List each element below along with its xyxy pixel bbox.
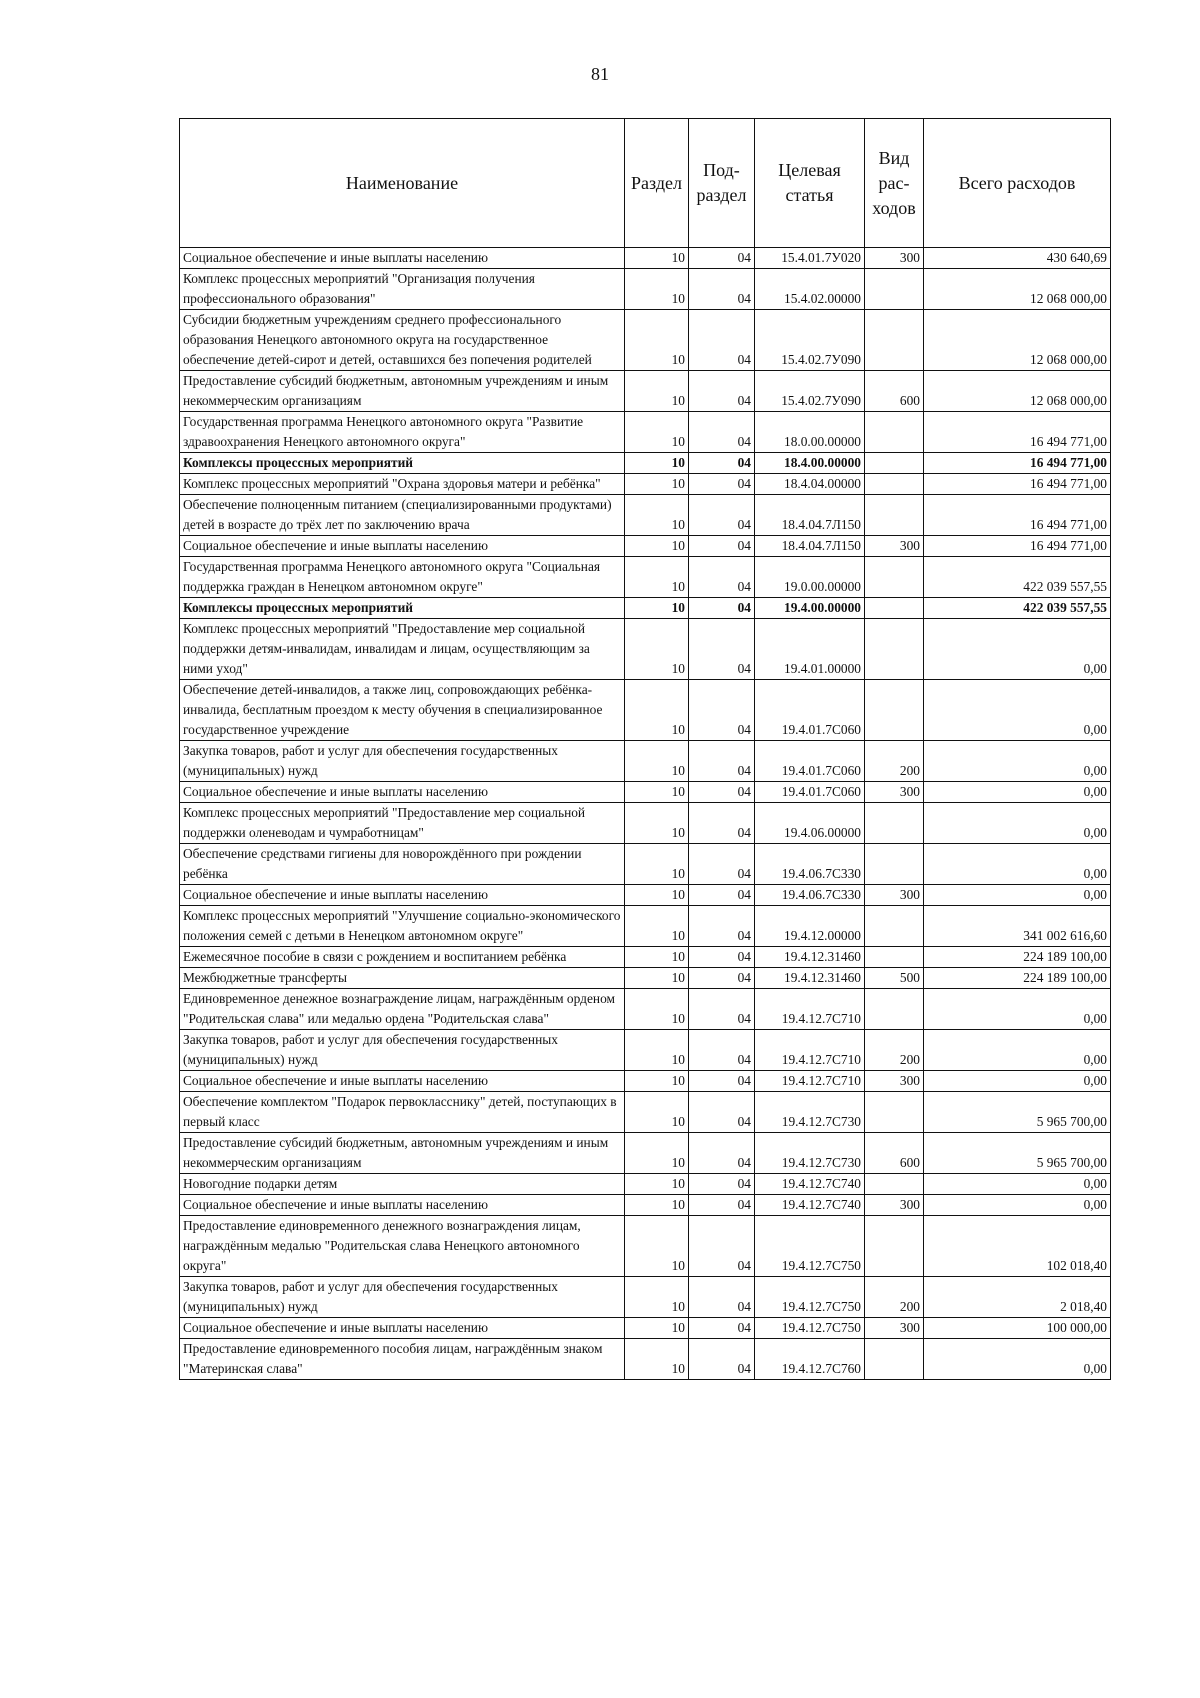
cell-subsection: 04 — [689, 782, 755, 803]
cell-expense-type — [865, 495, 924, 536]
cell-name: Социальное обеспечение и иные выплаты населению — [180, 1195, 625, 1216]
cell-section: 10 — [625, 536, 689, 557]
cell-total: 224 189 100,00 — [924, 947, 1111, 968]
cell-name: Социальное обеспечение и иные выплаты населению — [180, 536, 625, 557]
table-row — [180, 1092, 1111, 1133]
header-target-article: Целевая статья — [755, 119, 865, 248]
cell-expense-type: 300 — [865, 536, 924, 557]
cell-name: Комплексы процессных мероприятий — [180, 453, 625, 474]
cell-total: 16 494 771,00 — [924, 474, 1111, 495]
cell-name: Закупка товаров, работ и услуг для обеспечения государственных (муниципальных) нужд — [180, 741, 625, 782]
table-row — [180, 269, 1111, 310]
cell-target-article: 19.4.06.00000 — [755, 803, 865, 844]
cell-section: 10 — [625, 474, 689, 495]
cell-target-article: 19.4.12.7С710 — [755, 989, 865, 1030]
cell-section: 10 — [625, 1318, 689, 1339]
table-row — [180, 557, 1111, 598]
cell-subsection: 04 — [689, 1092, 755, 1133]
cell-expense-type — [865, 474, 924, 495]
cell-name: Социальное обеспечение и иные выплаты населению — [180, 248, 625, 269]
cell-section: 10 — [625, 453, 689, 474]
cell-subsection: 04 — [689, 1318, 755, 1339]
header-expense-type: Вид рас-ходов — [865, 119, 924, 248]
cell-total: 16 494 771,00 — [924, 495, 1111, 536]
cell-total: 0,00 — [924, 782, 1111, 803]
cell-subsection: 04 — [689, 474, 755, 495]
header-subsection: Под-раздел — [689, 119, 755, 248]
cell-target-article: 15.4.02.7У090 — [755, 310, 865, 371]
cell-total: 12 068 000,00 — [924, 269, 1111, 310]
cell-subsection: 04 — [689, 1030, 755, 1071]
cell-section: 10 — [625, 1133, 689, 1174]
cell-target-article: 19.4.12.7С710 — [755, 1030, 865, 1071]
cell-section: 10 — [625, 412, 689, 453]
cell-target-article: 19.4.01.7С060 — [755, 680, 865, 741]
cell-target-article: 19.4.01.00000 — [755, 619, 865, 680]
cell-section: 10 — [625, 310, 689, 371]
cell-section: 10 — [625, 495, 689, 536]
cell-name: Предоставление единовременного пособия лицам, награждённым знаком "Материнская слава" — [180, 1339, 625, 1380]
cell-section: 10 — [625, 248, 689, 269]
cell-total: 0,00 — [924, 844, 1111, 885]
cell-name: Обеспечение комплектом "Подарок первокласснику" детей, поступающих в первый класс — [180, 1092, 625, 1133]
table-row — [180, 1071, 1111, 1092]
table-row — [180, 371, 1111, 412]
cell-total: 2 018,40 — [924, 1277, 1111, 1318]
cell-expense-type — [865, 598, 924, 619]
cell-subsection: 04 — [689, 968, 755, 989]
cell-name: Обеспечение средствами гигиены для новорождённого при рождении ребёнка — [180, 844, 625, 885]
table-row — [180, 1277, 1111, 1318]
cell-total: 341 002 616,60 — [924, 906, 1111, 947]
cell-expense-type — [865, 947, 924, 968]
cell-total: 5 965 700,00 — [924, 1133, 1111, 1174]
cell-name: Социальное обеспечение и иные выплаты населению — [180, 1318, 625, 1339]
cell-section: 10 — [625, 598, 689, 619]
cell-section: 10 — [625, 989, 689, 1030]
cell-section: 10 — [625, 1174, 689, 1195]
cell-total: 5 965 700,00 — [924, 1092, 1111, 1133]
table-body — [180, 248, 1111, 1380]
cell-expense-type — [865, 412, 924, 453]
cell-expense-type — [865, 269, 924, 310]
cell-expense-type — [865, 310, 924, 371]
table-row — [180, 536, 1111, 557]
cell-name: Комплексы процессных мероприятий — [180, 598, 625, 619]
table-row — [180, 248, 1111, 269]
cell-total: 422 039 557,55 — [924, 557, 1111, 598]
cell-name: Социальное обеспечение и иные выплаты населению — [180, 1071, 625, 1092]
cell-section: 10 — [625, 557, 689, 598]
cell-expense-type — [865, 680, 924, 741]
cell-expense-type — [865, 557, 924, 598]
cell-expense-type: 300 — [865, 885, 924, 906]
table-row — [180, 598, 1111, 619]
cell-name: Социальное обеспечение и иные выплаты населению — [180, 782, 625, 803]
cell-expense-type: 500 — [865, 968, 924, 989]
table-row — [180, 619, 1111, 680]
cell-expense-type — [865, 1092, 924, 1133]
table-row — [180, 412, 1111, 453]
cell-expense-type: 300 — [865, 248, 924, 269]
cell-total: 0,00 — [924, 989, 1111, 1030]
cell-total: 12 068 000,00 — [924, 310, 1111, 371]
budget-table — [179, 118, 1111, 1380]
table-row — [180, 453, 1111, 474]
cell-section: 10 — [625, 371, 689, 412]
cell-section: 10 — [625, 1030, 689, 1071]
cell-expense-type: 200 — [865, 741, 924, 782]
cell-total: 0,00 — [924, 803, 1111, 844]
cell-name: Межбюджетные трансферты — [180, 968, 625, 989]
cell-subsection: 04 — [689, 1071, 755, 1092]
cell-target-article: 19.4.00.00000 — [755, 598, 865, 619]
cell-section: 10 — [625, 906, 689, 947]
cell-subsection: 04 — [689, 803, 755, 844]
cell-expense-type: 300 — [865, 1195, 924, 1216]
table-row — [180, 1339, 1111, 1380]
cell-section: 10 — [625, 269, 689, 310]
cell-expense-type — [865, 989, 924, 1030]
table-row — [180, 1133, 1111, 1174]
cell-subsection: 04 — [689, 557, 755, 598]
cell-subsection: 04 — [689, 844, 755, 885]
cell-name: Предоставление субсидий бюджетным, автономным учреждениям и иным некоммерческим организациям — [180, 371, 625, 412]
cell-name: Предоставление единовременного денежного вознаграждения лицам, награждённым медалью "Родительская слава Ненецкого автономного округа" — [180, 1216, 625, 1277]
cell-subsection: 04 — [689, 1174, 755, 1195]
table-row — [180, 803, 1111, 844]
cell-expense-type — [865, 803, 924, 844]
cell-name: Комплекс процессных мероприятий "Предоставление мер социальной поддержки оленеводам и чумработницам" — [180, 803, 625, 844]
cell-name: Комплекс процессных мероприятий "Организация получения профессионального образования" — [180, 269, 625, 310]
cell-target-article: 19.4.06.7С330 — [755, 885, 865, 906]
cell-target-article: 19.4.01.7С060 — [755, 782, 865, 803]
cell-expense-type: 300 — [865, 1071, 924, 1092]
cell-target-article: 19.4.12.7С760 — [755, 1339, 865, 1380]
table-row — [180, 782, 1111, 803]
header-section: Раздел — [625, 119, 689, 248]
cell-section: 10 — [625, 741, 689, 782]
cell-target-article: 19.0.00.00000 — [755, 557, 865, 598]
cell-subsection: 04 — [689, 1277, 755, 1318]
cell-expense-type: 600 — [865, 1133, 924, 1174]
cell-name: Закупка товаров, работ и услуг для обеспечения государственных (муниципальных) нужд — [180, 1277, 625, 1318]
cell-expense-type — [865, 619, 924, 680]
cell-section: 10 — [625, 968, 689, 989]
cell-section: 10 — [625, 782, 689, 803]
cell-expense-type — [865, 1339, 924, 1380]
cell-name: Закупка товаров, работ и услуг для обеспечения государственных (муниципальных) нужд — [180, 1030, 625, 1071]
cell-expense-type — [865, 453, 924, 474]
cell-subsection: 04 — [689, 1195, 755, 1216]
cell-section: 10 — [625, 619, 689, 680]
cell-expense-type — [865, 844, 924, 885]
cell-expense-type — [865, 906, 924, 947]
table-row — [180, 474, 1111, 495]
cell-name: Социальное обеспечение и иные выплаты населению — [180, 885, 625, 906]
cell-total: 100 000,00 — [924, 1318, 1111, 1339]
cell-expense-type: 200 — [865, 1277, 924, 1318]
table-row — [180, 906, 1111, 947]
table-row — [180, 968, 1111, 989]
cell-expense-type — [865, 1216, 924, 1277]
table-row — [180, 1318, 1111, 1339]
cell-subsection: 04 — [689, 885, 755, 906]
table-row — [180, 495, 1111, 536]
cell-target-article: 19.4.12.7С730 — [755, 1133, 865, 1174]
cell-total: 430 640,69 — [924, 248, 1111, 269]
table-row — [180, 885, 1111, 906]
cell-total: 16 494 771,00 — [924, 536, 1111, 557]
cell-subsection: 04 — [689, 269, 755, 310]
table-row — [180, 680, 1111, 741]
cell-target-article: 19.4.12.00000 — [755, 906, 865, 947]
table-row — [180, 989, 1111, 1030]
cell-name: Предоставление субсидий бюджетным, автономным учреждениям и иным некоммерческим организациям — [180, 1133, 625, 1174]
cell-target-article: 19.4.12.7С740 — [755, 1174, 865, 1195]
cell-name: Комплекс процессных мероприятий "Улучшение социально-экономического положения семей с детьми в Ненецком автономном округе" — [180, 906, 625, 947]
header-name: Наименование — [180, 119, 625, 248]
cell-subsection: 04 — [689, 1216, 755, 1277]
table-row — [180, 741, 1111, 782]
cell-total: 12 068 000,00 — [924, 371, 1111, 412]
cell-name: Государственная программа Ненецкого автономного округа "Социальная поддержка граждан в Ненецком автономном округе" — [180, 557, 625, 598]
cell-subsection: 04 — [689, 741, 755, 782]
cell-section: 10 — [625, 680, 689, 741]
cell-total: 0,00 — [924, 1195, 1111, 1216]
cell-name: Единовременное денежное вознаграждение лицам, награждённым орденом "Родительская слава" или медалью ордена "Родительская слава" — [180, 989, 625, 1030]
cell-target-article: 18.4.04.7Л150 — [755, 495, 865, 536]
cell-total: 0,00 — [924, 741, 1111, 782]
table-row — [180, 1174, 1111, 1195]
cell-subsection: 04 — [689, 310, 755, 371]
cell-subsection: 04 — [689, 619, 755, 680]
cell-subsection: 04 — [689, 1133, 755, 1174]
cell-total: 0,00 — [924, 680, 1111, 741]
cell-total: 102 018,40 — [924, 1216, 1111, 1277]
cell-target-article: 18.4.04.7Л150 — [755, 536, 865, 557]
cell-target-article: 15.4.01.7У020 — [755, 248, 865, 269]
cell-total: 0,00 — [924, 1174, 1111, 1195]
cell-subsection: 04 — [689, 495, 755, 536]
cell-section: 10 — [625, 1277, 689, 1318]
cell-name: Обеспечение полноценным питанием (специализированными продуктами) детей в возрасте до трёх лет по заключению врача — [180, 495, 625, 536]
cell-target-article: 19.4.01.7С060 — [755, 741, 865, 782]
cell-subsection: 04 — [689, 947, 755, 968]
cell-name: Государственная программа Ненецкого автономного округа "Развитие здравоохранения Ненецкого автономного округа" — [180, 412, 625, 453]
cell-subsection: 04 — [689, 248, 755, 269]
cell-target-article: 19.4.12.7С750 — [755, 1277, 865, 1318]
cell-target-article: 19.4.12.31460 — [755, 968, 865, 989]
cell-name: Субсидии бюджетным учреждениям среднего профессионального образования Ненецкого автономного округа на государственное обеспечение детей-сирот и детей, оставшихся без попечения родителей — [180, 310, 625, 371]
cell-subsection: 04 — [689, 412, 755, 453]
cell-name: Новогодние подарки детям — [180, 1174, 625, 1195]
cell-target-article: 19.4.12.31460 — [755, 947, 865, 968]
cell-section: 10 — [625, 1092, 689, 1133]
header-total: Всего расходов — [924, 119, 1111, 248]
cell-total: 16 494 771,00 — [924, 412, 1111, 453]
table-row — [180, 1216, 1111, 1277]
cell-subsection: 04 — [689, 1339, 755, 1380]
cell-expense-type: 200 — [865, 1030, 924, 1071]
cell-section: 10 — [625, 1195, 689, 1216]
cell-target-article: 19.4.12.7С750 — [755, 1318, 865, 1339]
cell-total: 0,00 — [924, 1030, 1111, 1071]
cell-section: 10 — [625, 885, 689, 906]
cell-total: 224 189 100,00 — [924, 968, 1111, 989]
table-row — [180, 947, 1111, 968]
cell-subsection: 04 — [689, 906, 755, 947]
cell-total: 0,00 — [924, 619, 1111, 680]
cell-target-article: 19.4.06.7С330 — [755, 844, 865, 885]
cell-total: 16 494 771,00 — [924, 453, 1111, 474]
cell-subsection: 04 — [689, 371, 755, 412]
cell-section: 10 — [625, 1216, 689, 1277]
table-row — [180, 844, 1111, 885]
cell-total: 0,00 — [924, 1071, 1111, 1092]
cell-name: Комплекс процессных мероприятий "Предоставление мер социальной поддержки детям-инвалидам, инвалидам и лицам, осуществляющим за ними уход" — [180, 619, 625, 680]
page-number: 81 — [591, 64, 609, 84]
cell-total: 0,00 — [924, 1339, 1111, 1380]
cell-section: 10 — [625, 803, 689, 844]
cell-subsection: 04 — [689, 680, 755, 741]
table-row — [180, 310, 1111, 371]
cell-subsection: 04 — [689, 536, 755, 557]
table-header-row — [180, 119, 1111, 248]
cell-target-article: 19.4.12.7С730 — [755, 1092, 865, 1133]
cell-target-article: 19.4.12.7С740 — [755, 1195, 865, 1216]
cell-target-article: 15.4.02.00000 — [755, 269, 865, 310]
table-row — [180, 1195, 1111, 1216]
cell-target-article: 18.0.00.00000 — [755, 412, 865, 453]
cell-section: 10 — [625, 1339, 689, 1380]
cell-expense-type: 300 — [865, 782, 924, 803]
cell-target-article: 18.4.04.00000 — [755, 474, 865, 495]
cell-name: Комплекс процессных мероприятий "Охрана здоровья матери и ребёнка" — [180, 474, 625, 495]
cell-section: 10 — [625, 1071, 689, 1092]
cell-expense-type: 600 — [865, 371, 924, 412]
cell-subsection: 04 — [689, 989, 755, 1030]
cell-section: 10 — [625, 947, 689, 968]
cell-subsection: 04 — [689, 598, 755, 619]
cell-subsection: 04 — [689, 453, 755, 474]
cell-target-article: 19.4.12.7С710 — [755, 1071, 865, 1092]
cell-expense-type: 300 — [865, 1318, 924, 1339]
table-row — [180, 1030, 1111, 1071]
cell-name: Обеспечение детей-инвалидов, а также лиц, сопровождающих ребёнка-инвалида, бесплатным проездом к месту обучения в специализированное государственное учреждение — [180, 680, 625, 741]
cell-expense-type — [865, 1174, 924, 1195]
cell-target-article: 18.4.00.00000 — [755, 453, 865, 474]
cell-name: Ежемесячное пособие в связи с рождением и воспитанием ребёнка — [180, 947, 625, 968]
cell-total: 422 039 557,55 — [924, 598, 1111, 619]
cell-total: 0,00 — [924, 885, 1111, 906]
cell-target-article: 19.4.12.7С750 — [755, 1216, 865, 1277]
cell-section: 10 — [625, 844, 689, 885]
cell-target-article: 15.4.02.7У090 — [755, 371, 865, 412]
